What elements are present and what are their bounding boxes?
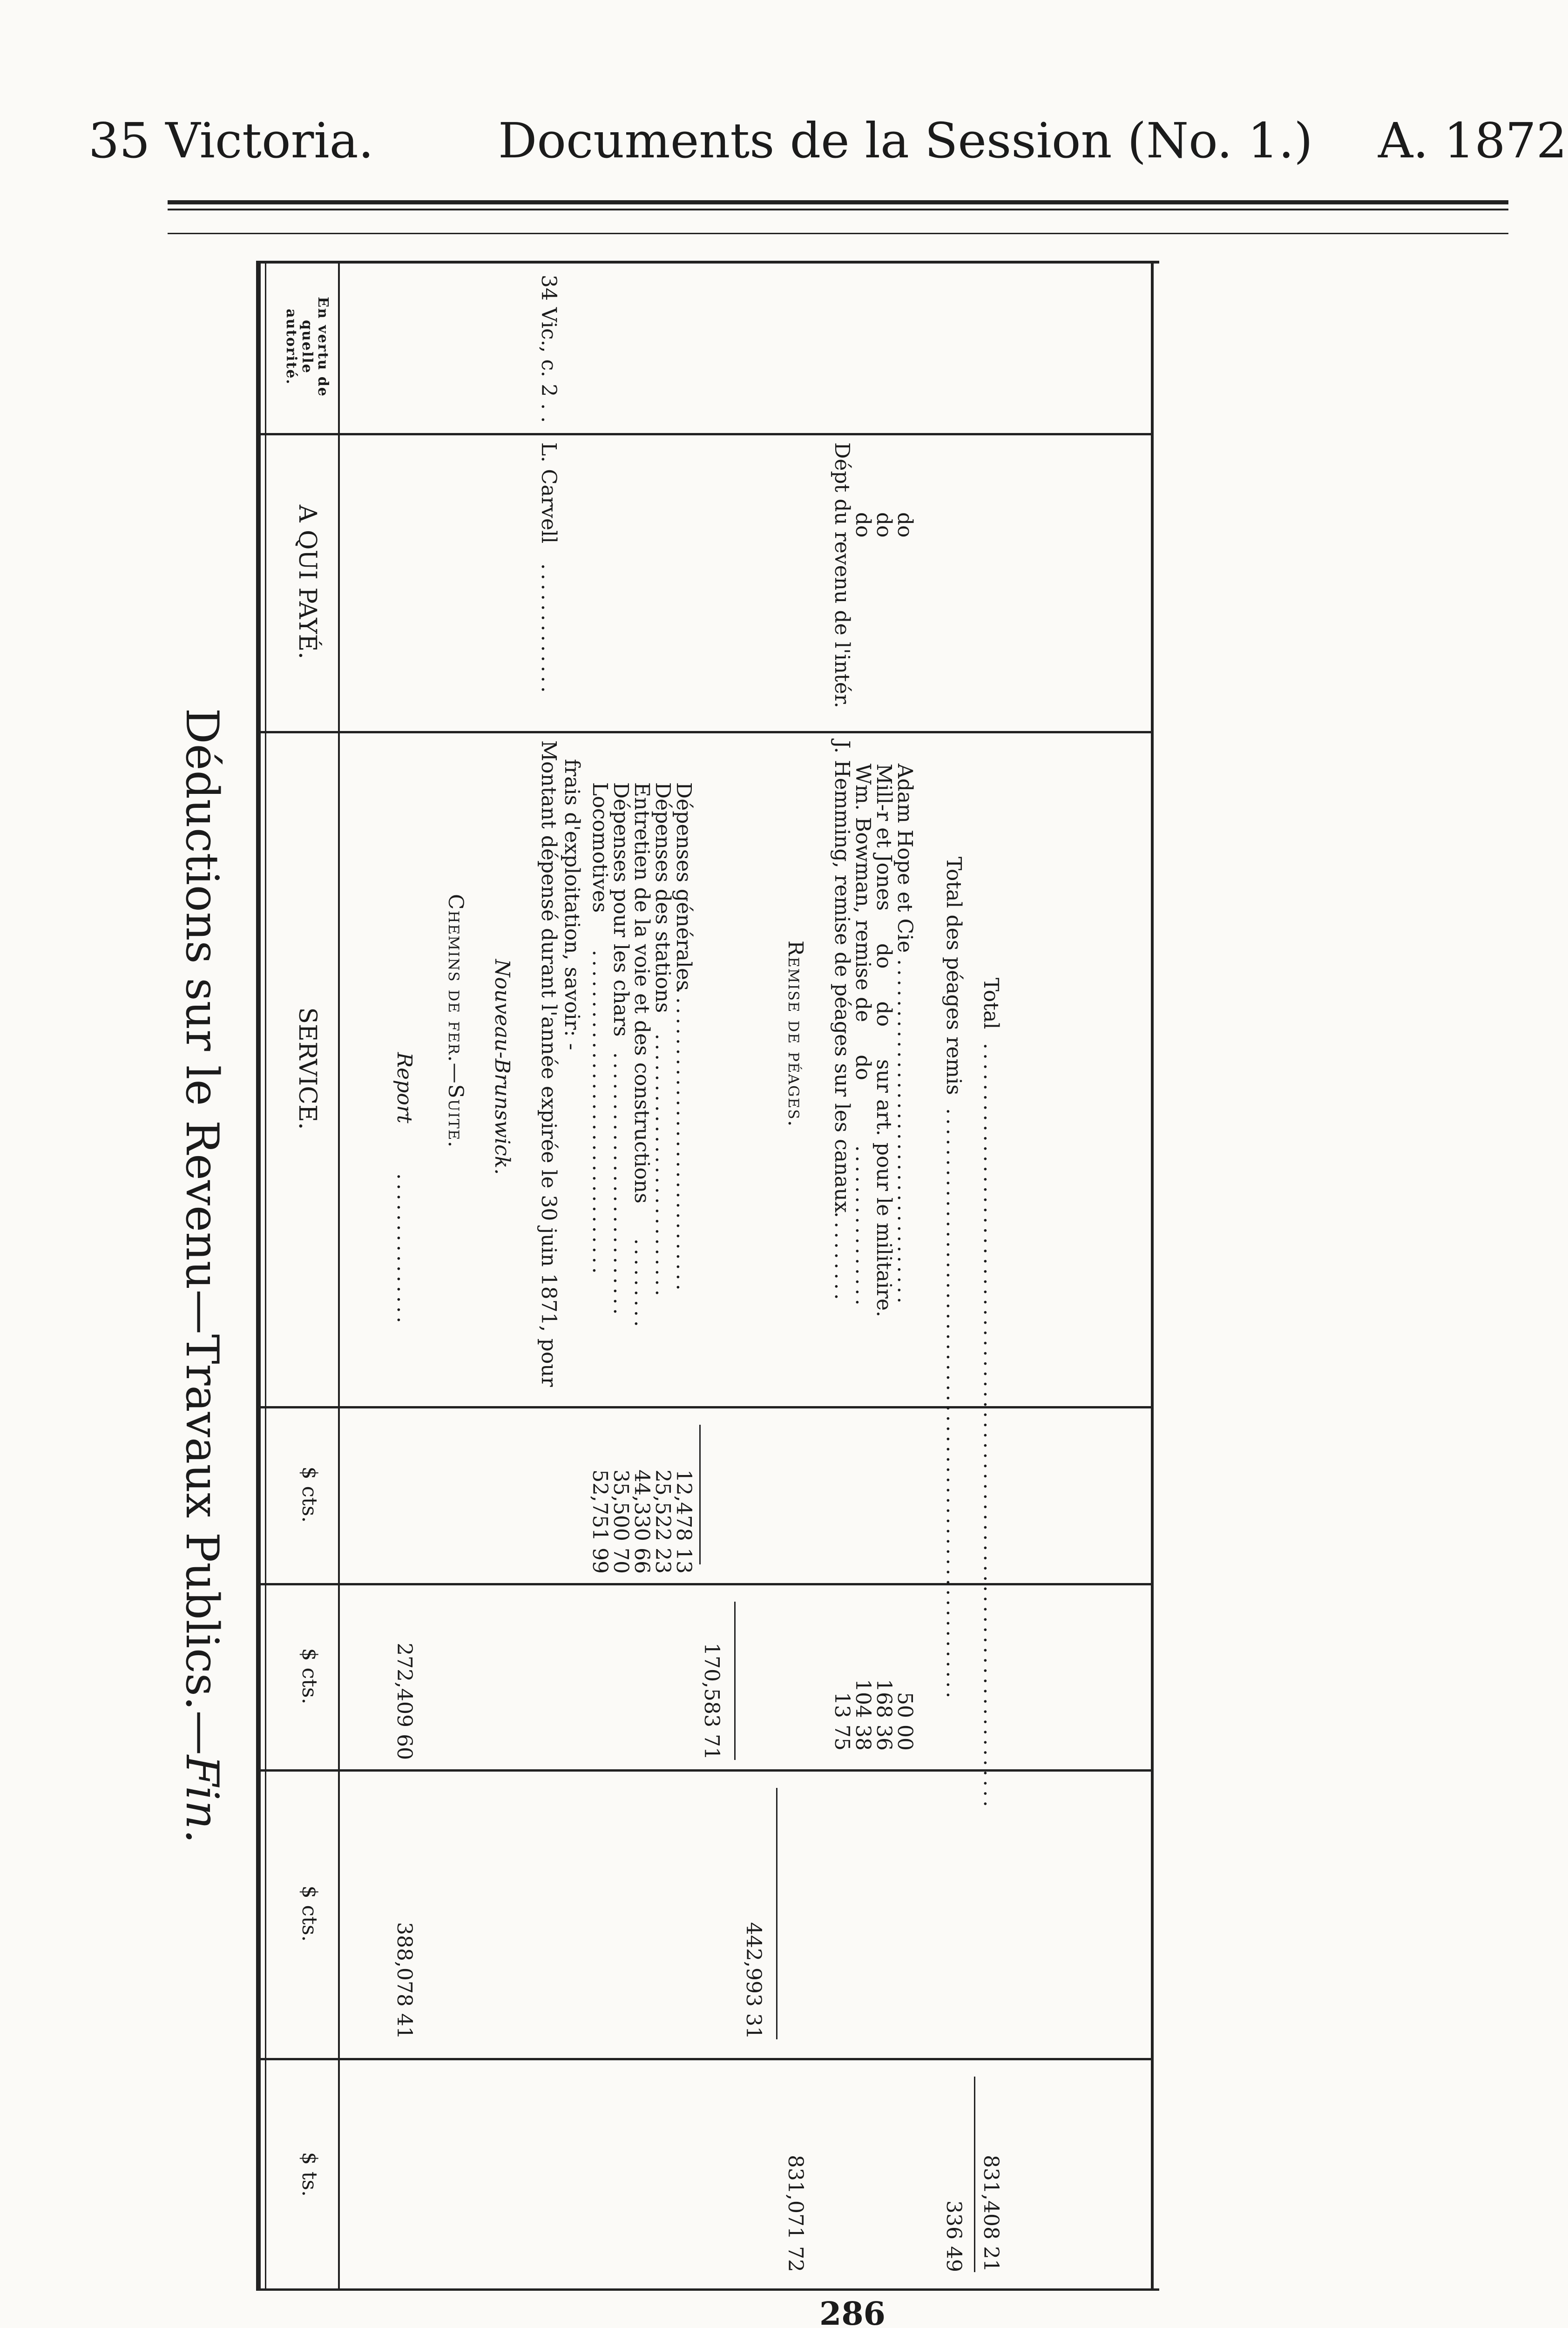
expense-label: Locomotives — [588, 782, 612, 913]
leader-dots: .......................... — [609, 1052, 633, 1319]
report-amount-col3: 388,078 41 — [392, 1922, 416, 2039]
column-header-amount-1: $ cts. — [297, 1466, 321, 1523]
combined-total: 442,993 31 — [742, 1922, 765, 2039]
table-border-left — [256, 261, 1159, 264]
column-header-amount-2: $ cts. — [297, 1648, 321, 1705]
sum-rule — [734, 1602, 736, 1760]
toll-payee: do — [872, 512, 896, 538]
tolls-total-label: Total des péages remis — [942, 857, 966, 1095]
toll-amount: 13 75 — [830, 1692, 854, 1751]
leader-dots: .............................. — [672, 987, 696, 1294]
toll-payee: Dépt du revenu de l'intér. — [830, 442, 854, 708]
column-separator — [261, 433, 1151, 435]
report-label: Report — [392, 1052, 416, 1123]
toll-service: Wm. Bowman, remise de do — [851, 764, 875, 1080]
leader-dots: .......................................................... — [942, 1108, 966, 1702]
expense-amount: 35,500 70 — [609, 1469, 633, 1574]
leader-dots: .................................. — [893, 959, 917, 1307]
section-heading-tolls: Remise de péages. — [784, 941, 807, 1128]
table-title-text: Déductions sur le Revenu—Travaux Publics.— — [176, 708, 228, 1755]
header-session: 35 Victoria. — [88, 112, 374, 169]
expense-label: Dépenses générales — [672, 782, 696, 991]
header-rule — [168, 233, 1508, 234]
toll-payee: do — [893, 512, 917, 538]
table-title-suffix: Fin. — [176, 1755, 228, 1844]
expense-label: Entretien de la voie et des constructions — [630, 782, 654, 1204]
column-header-authority-line: quelle — [299, 320, 315, 374]
toll-payee: do — [851, 512, 875, 538]
column-separator — [261, 1769, 1151, 1772]
header-rule — [168, 200, 1508, 204]
column-separator — [261, 1583, 1151, 1585]
grand-total-label: Total — [979, 978, 1003, 1029]
leader-dots: ......... — [630, 1238, 654, 1331]
grand-total: 831,408 21 — [979, 2155, 1003, 2272]
column-header-service: SERVICE. — [293, 1007, 321, 1130]
service-intro-line: frais d'exploitation, savoir: - — [560, 759, 584, 1050]
leader-dots: .......................... — [651, 1034, 675, 1300]
expense-label: Dépenses des stations — [651, 782, 675, 1013]
page-number: 286 — [819, 2295, 885, 2328]
header-document-title: Documents de la Session (No. 1.) — [498, 112, 1313, 169]
column-header-amount-3: $ cts. — [297, 1885, 321, 1942]
table-border-right — [256, 2288, 1159, 2291]
rotated-table-page — [176, 261, 1159, 2291]
subtotal: 831,071 72 — [784, 2155, 807, 2272]
leader-dots: ............. — [537, 563, 561, 697]
table-border-bottom — [1151, 261, 1154, 2291]
service-intro-line: Montant dépensé durant l'année expirée le 30 juin 1871, pour — [537, 740, 561, 1387]
expense-amount: 25,522 23 — [651, 1469, 675, 1574]
header-separator — [338, 261, 340, 2291]
column-separator — [261, 2058, 1151, 2060]
section-heading-railways: Chemins de fer.—Suite. — [444, 894, 467, 1149]
column-header-amount-4: $ ts. — [297, 2152, 321, 2197]
authority-reference: 34 Vic., c. 2 . . — [537, 275, 561, 423]
toll-service: Adam Hope et Cie — [893, 764, 917, 953]
column-header-payee: A QUI PAYÉ. — [293, 504, 321, 660]
leader-dots: ................ — [851, 1145, 875, 1309]
sum-rule — [776, 1788, 777, 2039]
column-separator — [261, 1406, 1151, 1408]
leader-dots: ................................ — [588, 950, 612, 1278]
expense-amount: 12,478 13 — [672, 1469, 696, 1574]
toll-amount: 168 36 — [872, 1679, 896, 1751]
header-rule — [168, 209, 1508, 210]
column-separator — [261, 731, 1151, 733]
table-border-top — [256, 261, 261, 2291]
expense-amount: 52,751 99 — [588, 1469, 612, 1574]
toll-service: J. Hemming, remise de péages sur les canaux — [830, 740, 854, 1213]
column-header-authority-line: autorité. — [283, 309, 299, 385]
tolls-total: 336 49 — [942, 2200, 966, 2272]
table-title — [176, 261, 228, 2291]
expense-label: Dépenses pour les chars — [609, 782, 633, 1037]
sum-rule — [699, 1425, 701, 1564]
payee-carvell: L. Carvell — [537, 442, 561, 544]
expense-total: 170,583 71 — [700, 1643, 723, 1760]
column-header-authority — [283, 270, 331, 424]
subsection-heading: Nouveau-Brunswick. — [490, 959, 514, 1175]
leader-dots: .......... — [830, 1201, 854, 1304]
header-year: A. 1872 — [1378, 112, 1567, 169]
toll-service: Mill-r et Jones do do sur art. pour le militaire. — [872, 764, 896, 1318]
toll-amount: 104 38 — [851, 1679, 875, 1751]
report-amount-col2: 272,409 60 — [392, 1643, 416, 1760]
column-header-authority-line: En vertu de — [315, 297, 331, 397]
leader-dots: ............... — [392, 1173, 416, 1327]
toll-amount: 50 00 — [893, 1692, 917, 1751]
table-border-top — [265, 261, 266, 2291]
sum-rule — [974, 2077, 975, 2272]
leader-dots: ........................................................................... — [979, 1043, 1003, 1811]
expense-amount: 44,330 66 — [630, 1469, 654, 1574]
